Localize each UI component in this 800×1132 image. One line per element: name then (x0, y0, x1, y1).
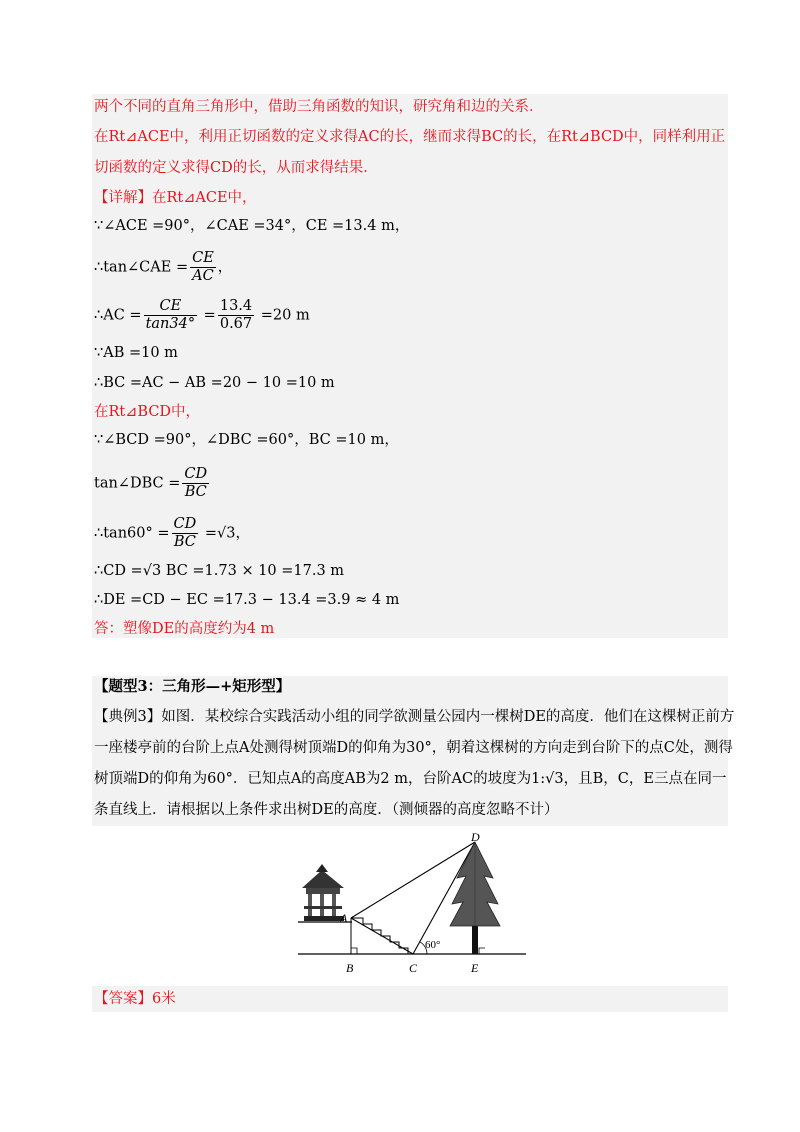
frac-den: BC (173, 534, 196, 550)
fraction-ce-over-ac (190, 250, 216, 285)
bc-eq: ∴BC =AC − AB =20 − 10 =10 m (94, 375, 335, 391)
fraction-cd-over-bc-2 (172, 516, 199, 551)
example-line-3: 树顶端D的仰角为60°．已知点A的高度AB为2 m，台阶AC的坡度为1:√3，且B，C，E三点在同一 (94, 771, 727, 787)
solution-line-2: 在Rt⊿ACE中，利用正切函数的定义求得AC的长，继而求得BC的长，在Rt⊿BCD中，同样利用正 (94, 129, 726, 145)
final-answer: 答：塑像DE的高度约为4 m (94, 621, 275, 637)
label-c: C (409, 961, 418, 975)
label-a: A (340, 911, 348, 925)
example-line-1: 【典例3】如图．某校综合实践活动小组的同学欲测量公园内一棵树DE的高度．他们在这棵树正前方 (94, 709, 735, 725)
label-d: D (471, 830, 480, 844)
detail-heading: 【详解】在Rt⊿ACE中， (94, 190, 257, 206)
fraction-ce-over-tan34 (144, 298, 198, 333)
frac-num: CD (173, 516, 197, 532)
given-ace: ∵∠ACE =90°，∠CAE =34°，CE =13.4 m， (94, 218, 410, 234)
tan-dbc-label: tan∠DBC = (94, 475, 181, 492)
given-ab: ∵AB =10 m (94, 345, 178, 361)
solution-line-3: 切函数的定义求得CD的长，从而求得结果． (94, 160, 378, 176)
fraction-numeric (218, 298, 254, 333)
frac-den: tan34° (145, 316, 196, 332)
pavilion-icon (302, 864, 344, 921)
tan60-label: ∴tan60° = (94, 525, 170, 542)
tree-icon (450, 842, 500, 954)
ac-label: ∴AC = (94, 307, 142, 324)
right-angle-b (351, 948, 357, 954)
geometry-figure (296, 830, 530, 978)
line-ac (351, 918, 413, 954)
label-b: B (346, 961, 354, 975)
right-angle-e (479, 948, 485, 954)
line-ad (351, 842, 475, 918)
ac-eq: ∴AC = $\frac{CE}{\tan 34^\circ}$ = $\frac{13.4}{0.67}$ =20 m (94, 298, 310, 332)
frac-den: BC (184, 484, 207, 500)
de-eq: ∴DE =CD − EC =17.3 − 13.4 =3.9 ≈ 4 m (94, 592, 400, 608)
frac-den: 0.67 (219, 316, 253, 332)
fraction-cd-over-bc (182, 466, 209, 501)
comma: ， (217, 259, 233, 276)
tan-cae-eq (94, 250, 232, 285)
frac-num: CE (144, 298, 198, 316)
frac-den: AC (192, 268, 214, 284)
label-angle-60: 60° (425, 939, 441, 951)
tan60-eq (94, 516, 250, 551)
frac-num: 13.4 (219, 298, 253, 314)
tan60-result: =√3， (200, 525, 250, 542)
given-bcd: ∵∠BCD =90°，∠DBC =60°，BC =10 m， (94, 432, 399, 448)
cd-eq: ∴CD =√3 BC =1.73 × 10 =17.3 m (94, 563, 345, 579)
answer-panel (92, 986, 728, 1012)
section-title: 【题型3：三角形—+矩形型】 (94, 678, 291, 695)
tan-cae-label: ∴tan∠CAE = (94, 259, 189, 276)
ac-result: =20 m (256, 307, 310, 324)
solution-line-1: 两个不同的直角三角形中，借助三角函数的知识，研究角和边的关系． (94, 99, 544, 115)
frac-num: CD (184, 466, 208, 482)
example-line-4: 条直线上．请根据以上条件求出树DE的高度．（测倾器的高度忽略不计） (94, 802, 559, 818)
tan-dbc-eq (94, 466, 211, 501)
answer-line: 【答案】6米 (94, 991, 176, 1007)
label-e: E (471, 961, 479, 975)
example-line-2: 一座楼亭前的台阶上点A处测得树顶端D的仰角为30°，朝着这棵树的方向走到台阶下的点C处，测得 (94, 740, 733, 756)
frac-num: CE (192, 250, 214, 266)
rt-bcd-heading: 在Rt⊿BCD中， (94, 404, 201, 420)
